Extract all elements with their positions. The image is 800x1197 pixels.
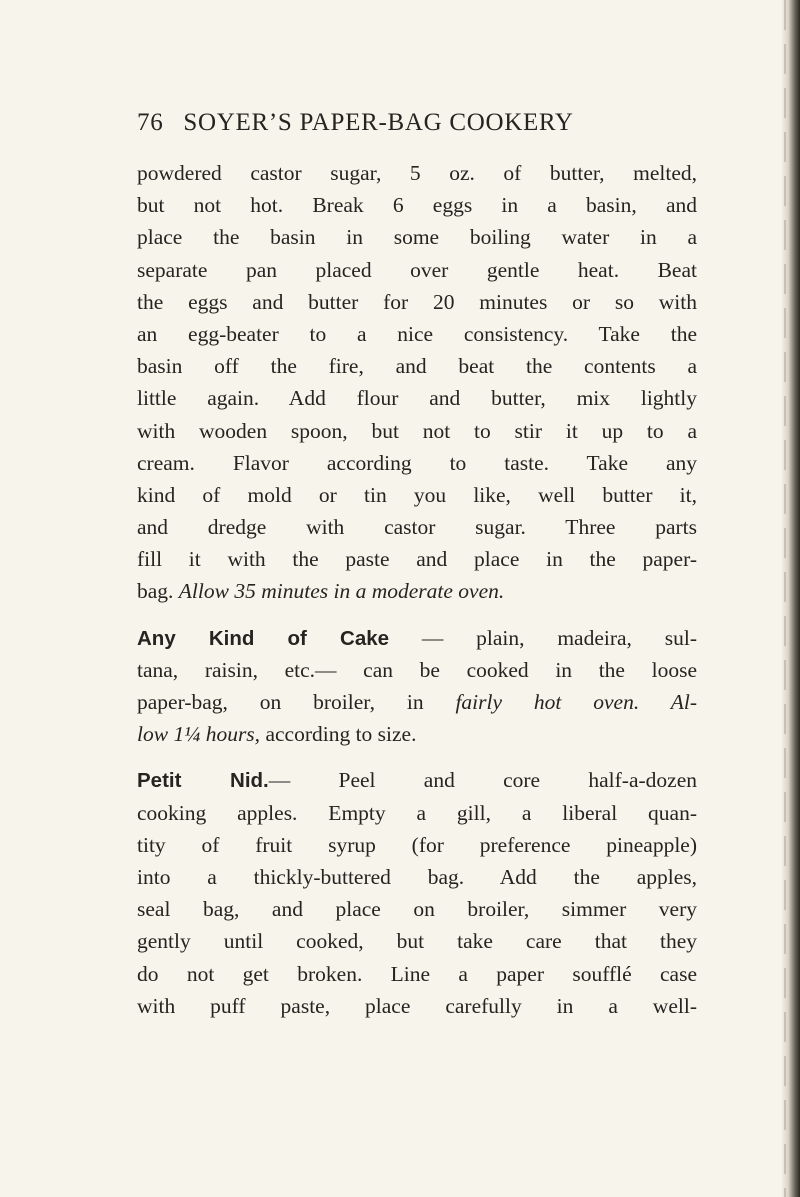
paragraph-any-kind-of-cake <box>137 622 697 751</box>
text-line: with puff paste, place carefully in a well- <box>137 993 697 1018</box>
text-line: into a thickly-buttered bag. Add the apples, <box>137 864 697 889</box>
text-line: little again. Add flour and butter, mix lightly <box>137 386 697 411</box>
recipe-heading: Any Kind of Cake <box>137 626 390 650</box>
text-plain: according to size. <box>260 722 417 747</box>
text-line: gently until cooked, but take care that they <box>137 929 697 954</box>
text-line <box>137 575 697 607</box>
text-line: and dredge with castor sugar. Three parts <box>137 515 697 540</box>
text-line <box>137 686 697 718</box>
paragraph-cake-method <box>137 157 697 608</box>
recipe-heading: Petit Nid. <box>137 769 269 793</box>
text-line: but not hot. Break 6 eggs in a basin, and <box>137 193 697 218</box>
text-line: do not get broken. Line a paper soufflé case <box>137 961 697 986</box>
paragraph-petit-nid <box>137 764 697 1022</box>
page-body <box>137 157 697 1022</box>
text-line: kind of mold or tin you like, well butter it, <box>137 482 697 507</box>
text-line: tity of fruit syrup (for preference pineapple) <box>137 832 697 857</box>
text-line: basin off the fire, and beat the contents a <box>137 354 697 379</box>
text-line: seal bag, and place on broiler, simmer very <box>137 897 697 922</box>
text-line <box>137 718 697 750</box>
baking-instruction: fairly hot oven. Al- <box>455 690 697 714</box>
running-title: SOYER’S PAPER-BAG COOKERY <box>183 109 574 136</box>
text-line: place the basin in some boiling water in a <box>137 225 697 250</box>
text-line: powdered castor sugar, 5 oz. of butter, melted, <box>137 161 697 185</box>
book-page-edge <box>782 0 800 1197</box>
text-line: cooking apples. Empty a gill, a liberal quan- <box>137 800 697 825</box>
text-line: tana, raisin, etc.— can be cooked in the loose <box>137 657 697 682</box>
text-line <box>137 622 697 654</box>
text-line: separate pan placed over gentle heat. Beat <box>137 257 697 282</box>
text-plain: bag. <box>137 579 174 604</box>
text-line: cream. Flavor according to taste. Take any <box>137 450 697 475</box>
baking-instruction: low 1¼ hours, <box>137 722 261 747</box>
text-plain: — Peel and core half-a-dozen <box>268 768 697 793</box>
text-plain: — plain, madeira, sul- <box>389 625 697 650</box>
text-line: an egg-beater to a nice consistency. Take the <box>137 321 697 346</box>
baking-instruction: Allow 35 minutes in a moderate oven. <box>178 579 505 604</box>
text-line: with wooden spoon, but not to stir it up to a <box>137 418 697 443</box>
page-number: 76 <box>137 109 164 136</box>
text-line: fill it with the paste and place in the paper- <box>137 547 697 572</box>
text-plain: paper-bag, on broiler, in <box>137 690 456 714</box>
text-line <box>137 764 697 796</box>
text-line: the eggs and butter for 20 minutes or so with <box>137 289 697 314</box>
running-head <box>137 109 697 137</box>
